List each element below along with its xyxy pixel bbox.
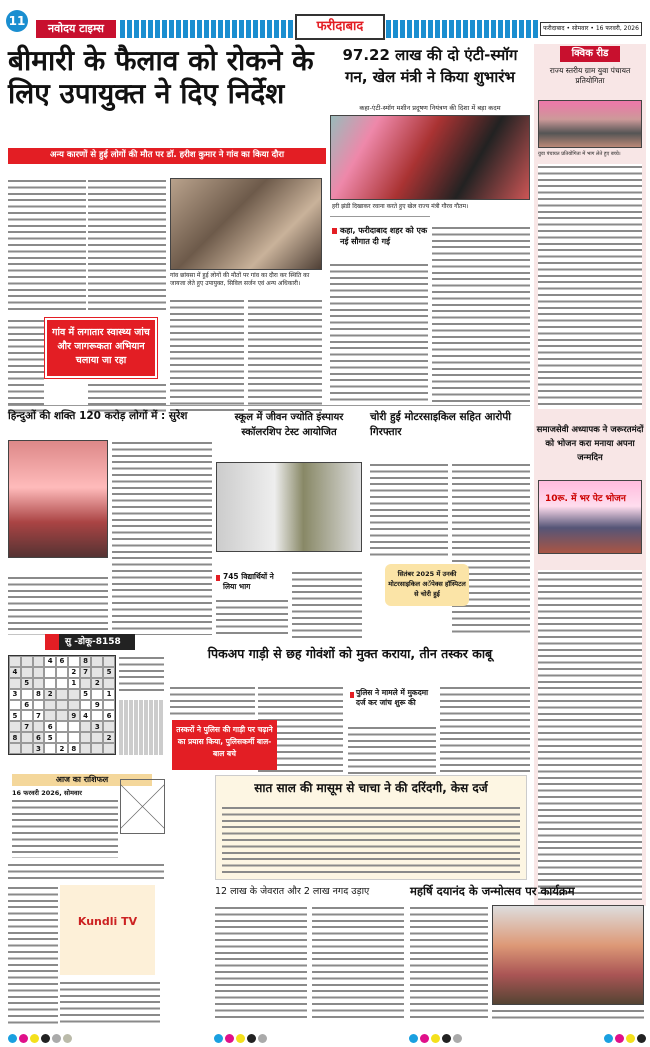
sudoku-cell: [68, 689, 80, 700]
rashifal-title: आज का राशिफल: [12, 774, 152, 786]
sudoku-cell: 7: [33, 710, 45, 721]
sudoku-cell: [103, 743, 115, 754]
sudoku-cell: [80, 678, 92, 689]
sudoku-cell: 5: [9, 710, 21, 721]
sudoku-cell: 1: [103, 689, 115, 700]
sudoku-cell: 7: [80, 667, 92, 678]
theft-box: सितंबर 2025 में उनकी मोटरसाइकिल अॅपेक्स हॉस्पिटल से चोरी हुई: [385, 564, 469, 606]
sudoku-cell: [21, 743, 33, 754]
sudoku-cell: [103, 656, 115, 667]
sudoku-title: सु -डोकू-8158: [45, 634, 135, 650]
sudoku-cell: 8: [9, 732, 21, 743]
smog-photo: [330, 115, 530, 200]
dayanand-headline: महर्षि दयानंद के जन्मोत्सव पर कार्यक्रम: [410, 884, 575, 898]
quick-read-photo2: [538, 480, 642, 554]
sudoku-cell: 6: [44, 721, 56, 732]
quick-read-caption: युवा पंचायत प्रतियोगिता में भाग लेते हुए बच्चे।: [538, 151, 621, 157]
sudoku-cell: 8: [33, 689, 45, 700]
sudoku-cell: [33, 656, 45, 667]
smog-headline: 97.22 लाख की दो एंटी-स्मॉग गन, खेल मंत्री ने किया शुभारंभ: [342, 46, 518, 86]
sudoku-cell: [56, 732, 68, 743]
lead-caption: गांव छांयसा में हुई लोगों की मौतों पर गांव का दौरा कर स्थिति का जायजा लेते हुए उपायुक्त, सिविल सर्जन एवं अन्य अधिकारी।: [170, 272, 310, 287]
pickup-subhead: पुलिस ने मामले में मुकदमा दर्ज कर जांच शुरू की: [356, 688, 429, 707]
sudoku-cell: 3: [33, 743, 45, 754]
sudoku-cell: 6: [33, 732, 45, 743]
lead-banner: अन्य कारणों से हुई लोगों की मौत पर डॉ. हरीश कुमार ने गांव का किया दौरा: [8, 148, 326, 164]
sudoku-cell: 4: [9, 667, 21, 678]
sudoku-cell: [80, 721, 92, 732]
color-registration-marks: [8, 1028, 648, 1047]
hindu-headline: हिन्दुओं की शक्ति 120 करोड़ लोगों में : सुरेश: [8, 410, 188, 422]
sudoku-cell: [103, 700, 115, 711]
rashifal-date: 16 फरवरी 2026, सोमवार: [12, 789, 82, 797]
pickup-box: तस्करों ने पुलिस की गाड़ी पर चढ़ाने का प्रयास किया, पुलिसकर्मी बाल-बाल बचे: [172, 720, 277, 770]
jewel-headline: 12 लाख के जेवरात और 2 लाख नगद उड़ाए: [215, 886, 370, 897]
sudoku-cell: 9: [68, 710, 80, 721]
sudoku-cell: 2: [68, 667, 80, 678]
sudoku-cell: 2: [56, 743, 68, 754]
dateline: फरीदाबाद • सोमवार • 16 फरवरी, 2026: [540, 22, 642, 36]
sudoku-cell: [68, 721, 80, 732]
lead-headline: बीमारी के फैलाव को रोकने के लिए उपायुक्त ने दिए निर्देश: [8, 44, 314, 110]
quick-read-photo: [538, 100, 642, 148]
smog-subhead2: कहा, फरीदाबाद शहर को एक नई सौगात दी गई: [340, 226, 428, 246]
sudoku-cell: [21, 732, 33, 743]
sudoku-cell: 3: [9, 689, 21, 700]
sudoku-cell: [9, 656, 21, 667]
sudoku-cell: [44, 710, 56, 721]
sudoku-cell: [103, 678, 115, 689]
school-photo: [216, 462, 362, 552]
sudoku-cell: [80, 700, 92, 711]
kundli-chart: [120, 779, 165, 834]
sudoku-cell: [9, 721, 21, 732]
sudoku-cell: [56, 710, 68, 721]
sudoku-cell: [9, 678, 21, 689]
sudoku-cell: [68, 700, 80, 711]
quick-read-label: क्विक रीड: [560, 46, 620, 62]
sudoku-cell: 5: [44, 732, 56, 743]
sudoku-cell: [56, 700, 68, 711]
sudoku-cell: 8: [80, 656, 92, 667]
hindu-photo: [8, 440, 108, 558]
lead-photo: [170, 178, 322, 270]
sudoku-cell: 6: [103, 710, 115, 721]
section-label: फरीदाबाद: [295, 14, 385, 40]
crime-headline: सात साल की मासूम से चाचा ने की दरिंदगी, केस दर्ज: [254, 781, 488, 795]
sudoku-cell: 5: [103, 667, 115, 678]
sudoku-cell: 7: [21, 721, 33, 732]
sudoku-cell: [91, 743, 103, 754]
sudoku-cell: 1: [68, 678, 80, 689]
sudoku-cell: [44, 743, 56, 754]
sudoku-cell: [56, 689, 68, 700]
sudoku-cell: [9, 743, 21, 754]
sudoku-cell: 6: [21, 700, 33, 711]
sudoku-cell: 9: [91, 700, 103, 711]
sudoku-cell: [33, 700, 45, 711]
sudoku-grid: [8, 655, 116, 755]
sudoku-cell: [80, 743, 92, 754]
sudoku-cell: 2: [44, 689, 56, 700]
sudoku-cell: 2: [91, 678, 103, 689]
sudoku-cell: 4: [80, 710, 92, 721]
kundli-promo: Kundli TV: [60, 885, 155, 975]
sudoku-cell: 3: [91, 721, 103, 732]
sudoku-cell: [68, 656, 80, 667]
sudoku-cell: 5: [21, 678, 33, 689]
dayanand-photo: [492, 905, 644, 1005]
sudoku-cell: [21, 689, 33, 700]
sudoku-cell: 4: [44, 656, 56, 667]
sudoku-cell: [21, 667, 33, 678]
sudoku-cell: [44, 678, 56, 689]
sudoku-cell: [56, 667, 68, 678]
photo-banner-text: 10रू. में भर पेट भोजन: [545, 494, 626, 504]
sudoku-cell: 2: [103, 732, 115, 743]
sudoku-cell: [80, 732, 92, 743]
theft-headline: चोरी हुई मोटरसाइकिल सहित आरोपी गिरफ्तार: [370, 411, 512, 438]
page-number: 11: [6, 10, 28, 32]
sudoku-cell: [91, 689, 103, 700]
sudoku-cell: [103, 721, 115, 732]
sudoku-cell: [91, 710, 103, 721]
pickup-headline: पिकअप गाड़ी से छह गोवंशों को मुक्त कराया, तीन तस्कर काबू: [207, 646, 493, 661]
quick-read-headline2: समाजसेवी अध्यापक ने जरूरतमंदों को भोजन करा मनाया अपना जन्मदिन: [536, 425, 644, 463]
lead-box: गांव में लगातार स्वास्थ्य जांच और जागरूकता अभियान चलाया जा रहा: [45, 318, 157, 378]
school-headline: स्कूल में जीवन ज्योति इंस्पायर स्कॉलरशिप टेस्ट आयोजित: [234, 412, 344, 438]
sudoku-cell: [33, 667, 45, 678]
sudoku-cell: [21, 710, 33, 721]
sudoku-cell: [68, 732, 80, 743]
smog-subhead: कहा-एंटी-स्मॉग मशीन प्रदूषण नियंत्रण की दिशा में बड़ा कदम: [359, 104, 501, 112]
school-subhead: 745 विद्यार्थियों ने लिया भाग: [223, 572, 274, 591]
sudoku-cell: [56, 678, 68, 689]
sudoku-cell: 8: [68, 743, 80, 754]
quick-read-headline: राज्य स्तरीय ग्राम युवा पंचायत प्रतियोगिता: [549, 66, 631, 85]
masthead: नवोदय टाइम्स: [36, 20, 116, 38]
smog-caption: हरी झंडी दिखाकर रवाना करते हुए खेल राज्य मंत्री गौरव गौतम।: [332, 203, 469, 210]
sudoku-cell: 6: [56, 656, 68, 667]
sudoku-cell: [33, 678, 45, 689]
sudoku-cell: [56, 721, 68, 732]
sudoku-cell: [44, 700, 56, 711]
sudoku-cell: [91, 667, 103, 678]
sudoku-cell: [21, 656, 33, 667]
sudoku-cell: 5: [80, 689, 92, 700]
sudoku-cell: [33, 721, 45, 732]
sudoku-cell: [9, 700, 21, 711]
sudoku-cell: [44, 667, 56, 678]
sudoku-cell: [91, 732, 103, 743]
sudoku-cell: [91, 656, 103, 667]
